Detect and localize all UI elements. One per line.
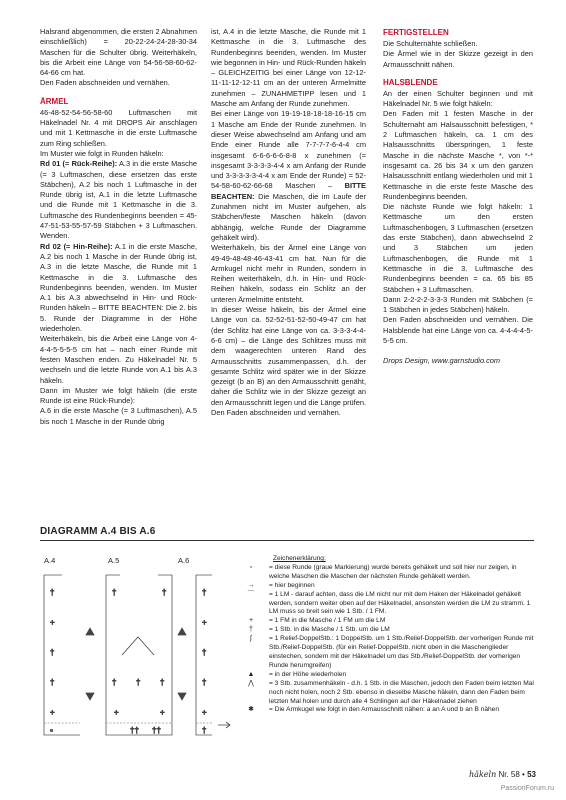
diagram-legend [233,555,538,715]
issue-number: Nr. 58 [498,770,520,779]
stitch-symbol: †† [152,726,161,735]
paragraph: Halsrand abgenommen, die ersten 2 Abnahmen einschließlich) = 20-22-24-24-28-30-34 Maschen für die Schulter übrig. Weiterhäkeln, bis die Arbeit eine Länge von 54-56-58-60-62-64-66 cm hat. [40,27,197,78]
stitch-symbol: + [160,708,165,717]
stitch-symbol: †† [130,726,139,735]
legend-row [233,635,538,671]
paragraph: Weiterhäkeln, bis die Arbeit eine Länge von 4-4-4-5-5-5-5 cm hat – nach einer Runde mit festen Maschen enden. Zu Häkelnadel Nr. 5 wechseln und die letzte Runde von A.1 bis A.3 häkeln. [40,334,197,385]
legend-symbol-icon: + [248,617,254,625]
stitch-symbol: † [202,648,207,657]
rd01-label: Rd 01 (= Rück-Reihe): [40,159,118,169]
paragraph: Den Faden mit 1 festen Masche in der Schulternaht am Halsausschnitt befestigen, * 2 Luftmaschen häkeln, ca. 1 cm des Halsausschnitts überspringen, 1 feste Masche in die nächste Masche *, von *-* insgesamt ca. 26 bis 34 x um den ganzen Halsausschnitt entlang wiederholen und mit 1 Kettmasche in die erste feste Masche des Rundenbeginns beenden. [383,109,533,201]
stitch-symbol: † [112,678,117,687]
note-label: BITTE BEACHTEN: [211,181,366,201]
legend-text: = Die Armkugel wie folgt in den Armausschnitt nähen: a an A und b an B nähen [269,706,500,714]
start-arrow-icon [218,722,230,728]
paragraph: 46-48-52-54-56-58-60 Luftmaschen mit Häkelnadel Nr. 4 mit DROPS Air anschlagen und mit 1 Kettmasche in die erste Luftmasche zum Ring schließen. [40,107,197,148]
legend-row [233,626,538,635]
page-number: 53 [527,770,536,779]
text-column-3 [383,27,533,367]
paragraph: Die Schulternähte schließen. [383,39,478,48]
legend-list [233,564,538,715]
cluster-symbol [122,637,154,655]
rd01-text: A.3 in die erste Masche (= 3 Luftmaschen, diese ersetzen das erste Stäbchen), A.2 bis noch 1 Luftmasche in der Runde übrig ist, A.1 in die letzte Luftmasche und die Runde mit 1 Kettmasche in die 3. Luftmasche des Rundenbeginns beenden = 45-47-51-53-55-57-59 Stäbchen + 3 Luftmaschen. Wenden. [40,159,197,241]
repeat-marker [178,693,186,700]
stitch-symbol: † [202,726,207,735]
text-span: Die Maschen, die im Laufe der Zunahmen nicht im Muster aufgehen, als Stäbchen/feste Maschen häkeln (davon abhängig, welche Runde der Diagramme gehäkelt wird). [211,191,366,242]
paragraph: Dann im Muster wie folgt häkeln (die erste Runde ist eine Rück-Runde): [40,385,197,406]
legend-text: = 1 Stb. in die Masche / 1 Stb. um die LM [269,626,390,634]
legend-row [233,671,538,680]
legend-text: = 1 Relief-DoppelStb.: 1 DoppelStb. um 1 Stb./Relief-DoppelStb. der vorherigen Runde mit Stb./Relief-DoppelStb. (für ein Relief-DoppelStb. nicht oben in die Maschenglieder einstechen, sondern mit der Häkelnadel um das Stb./Relief-DoppelStb. der vorherigen Runde herumgreifen) [269,635,534,669]
legend-text: = hier beginnen [269,581,315,589]
legend-symbol-icon: ▲ [247,670,255,678]
paragraph: Die nächste Runde wie folgt häkeln: 1 Kettmasche um den ersten Luftmaschenbogen, 3 Luftmaschen (ersetzen das erste Stäbchen), dann abwechselnd 2 und 3 Stäbchen um jeden Luftmaschenbogen, die Runde mit 1 Kettmasche in die 3. Luftmasche des Rundenbeginns beenden = ca. 65 bis 85 Stäbchen + 3 Luftmaschen. [383,202,533,294]
stitch-symbol: † [50,648,55,657]
legend-text: = diese Runde (graue Markierung) wurde bereits gehäkelt und soll hier nur zeigen, in welche Maschen die Maschen der nächsten Runde gehäkelt werden. [269,563,517,580]
legend-row [233,680,538,707]
legend-symbol-icon: † [249,626,253,634]
paragraph: ist, A.4 in die letzte Masche, die Runde mit 1 Kettmasche in die 3. Luftmasche des Rundenbeginns beenden, wenden. Im Muster wie begonnen in Hin- und Rück-Runden häkeln – GLEICHZEITIG bei einer Länge von 12-12-11-11-12-12-11 cm an der unteren Ärmelmitte zunehmen – ZUNAHMETIPP lesen und 1 Masche am Anfang der Runde zunehmen. [211,27,366,109]
paragraph: Die Ärmel wie in der Skizze gezeigt in den Armausschnitt nähen. [383,49,533,69]
legend-symbol-icon: ⋀ [248,679,254,687]
repeat-marker [86,693,94,700]
legend-symbol-icon: ▫ [249,563,253,571]
paragraph: In dieser Weise häkeln, bis der Ärmel eine Länge von ca. 52-52-51-52-50-49-47 cm hat (der Schlitz hat eine Länge von ca. 3-3-3-4-4-6-6 cm) – die Länge des Schlitzes muss mit dem waagerechten unteren Rand des Armausschnitts zusammenpassen, d.h. der gesamte Schlitz wird später wie in der Skizze gezeigt (b an B) an den Armausschnitt genäht, daher die Schlitz wie in der Skizze gezeigt an den Armausschnitt legen und die Länge prüfen. Den Faden abschneiden und vernähen. [211,305,366,417]
legend-symbol-icon: ⌒ [247,590,255,598]
rd02-text: A.1 in die erste Masche, A.2 bis noch 1 Masche in der Runde übrig ist, A.3 in die letzte Masche, die Runde mit 1 Kettmasche in die 3. Luftmasche des Rundenbeginns beenden, wenden. Im Muster A.1 bis A.3 abwechselnd in Hin- und Rück-Runden häkeln – BITTE BEACHTEN: Die 2. bis 5. Runde der Diagramme in der Höhe wiederholen. [40,241,197,334]
section-heading-aermel: ÄRMEL [40,96,69,106]
diagram-title: DIAGRAMM A.4 BIS A.6 [40,526,156,537]
diagram-label-a5: A.5 [108,556,120,565]
rd02-label: Rd 02 (= Hin-Reihe): [40,241,113,251]
paragraph: Im Muster wie folgt in Runden häkeln: [40,148,164,158]
paragraph-rd02 [40,242,197,335]
stitch-symbol: + [50,708,55,717]
diagram-label-a6: A.6 [178,556,190,565]
legend-text: = 3 Stb. zusammenhäkeln - d.h. 1 Stb. in die Maschen, jedoch den Faden beim letzten Mal noch nicht holen, noch 2 Stb. ebenso in dieselbe Masche häkeln, dann den Faden beim letzten Mal holen und durch alle 4 Schlingen auf der Häkelnadel ziehen [269,679,534,705]
stitch-symbol: † [112,588,117,597]
paragraph: Weiterhäkeln, bis der Ärmel eine Länge von 49-49-48-48-46-43-41 cm hat. Nun für die Armkugel nicht mehr in Runden, sondern in Reihen weiterhäkeln, d.h. in Hin- und Rück-Reihen häkeln, sodass ein Schlitz an der unteren Ärmelmitte entsteht. [211,243,366,304]
paragraph: An der einen Schulter beginnen und mit Häkelnadel Nr. 5 wie folgt häkeln: [383,88,533,109]
stitch-symbol: † [50,588,55,597]
legend-symbol-icon: ∫ [250,635,252,643]
legend-row [233,564,538,582]
legend-row [233,582,538,591]
watermark: PassionForum.ru [500,785,554,792]
stitch-symbol: † [160,678,165,687]
legend-symbol-icon: ✱ [248,706,254,714]
paragraph: Dann 2-2-2-2-3-3-3 Runden mit Stäbchen (= 1 Stäbchen in jedes Stäbchen) häkeln. [383,294,533,315]
magazine-brand: häkeln [469,770,497,779]
stitch-symbol: † [202,588,207,597]
legend-title: Zeichenerklärung: [273,555,326,562]
section-heading-halsblende: HALSBLENDE [383,77,438,87]
repeat-marker [178,628,186,635]
section-heading-fertigstellen: FERTIGSTELLEN [383,28,449,37]
stitch-symbol: † [50,678,55,687]
legend-text: = in der Höhe wiederholen [269,670,347,678]
text-column-2 [211,27,366,418]
design-credit: Drops Design, www.garnstudio.com [383,356,501,366]
legend-row [233,591,538,618]
legend-row [233,617,538,626]
text-span: Bei einer Länge von 19-19-18-18-18-16-15 cm 1 Masche am Ende der Runde zunehmen. In dieser Weise abwechselnd am Anfang und am Ende einer Runde alle 7-7-7-7-6-4-4 cm insgesamt 6-6-6-6-6-8-8 x zunehmen (= insgesamt 3-3-3-3-4-4 x am Anfang der Runde und 3-3-3-3-3-4-4 x am Ende der Runde) = 52-54-58-60-62-66-68 Maschen – [211,109,366,191]
paragraph: Den Faden abschneiden und vernähen. [40,78,170,88]
footer-bullet: • [522,770,525,779]
paragraph-with-note [211,109,366,243]
paragraph: A.6 in die erste Masche (= 3 Luftmaschen), A.5 bis noch 1 Masche in der Runde übrig [40,406,197,426]
diagram-label-a4: A.4 [44,556,56,565]
legend-row [233,706,538,715]
crochet-diagram [40,565,235,750]
legend-text: = 1 LM - darauf achten, dass die LM nicht nur mit dem Haken der Häkelnadel gehäkelt werden, sondern weiter oben auf der Häkelnadel, ansonsten werden die LM zu stramm. 1 LM muss so breit sein wie 1 Stb. / 1 FM. [269,590,531,616]
stitch-symbol: + [114,708,119,717]
paragraph-rd01 [40,159,197,241]
stitch-symbol: + [202,618,207,627]
page-footer [469,770,536,779]
section-divider [40,540,534,541]
stitch-symbol: + [202,708,207,717]
stitch-symbol: † [162,588,167,597]
stitch-symbol: + [50,618,55,627]
text-column-1 [40,27,197,427]
repeat-marker [86,628,94,635]
stitch-symbol: ▫ [50,726,53,735]
stitch-symbol: † [136,678,141,687]
legend-text: = 1 FM in die Masche / 1 FM um die LM [269,617,386,625]
paragraph: Den Faden abschneiden und vernähen. Die Halsblende hat eine Länge von ca. 4-4-4-4-5-5-5 cm. [383,315,533,346]
stitch-symbol: † [202,678,207,687]
legend-symbol-icon: → [247,581,255,589]
